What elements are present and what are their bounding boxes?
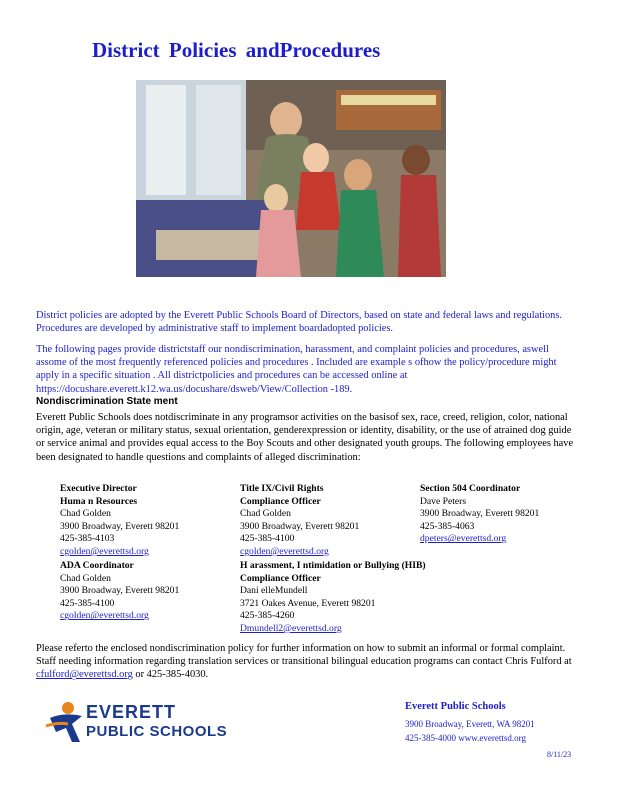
contact-title: H arassment, I ntimidation or Bullying (HIB) — [240, 560, 426, 571]
contact-email-link[interactable]: dpeters@everettsd.org — [420, 533, 507, 545]
contact-phone: 425-385-4100 — [240, 533, 295, 545]
contact-title: ADA Coordinator — [60, 560, 134, 571]
nondiscrimination-statement: Everett Public Schools does notdiscriminate in any programsor activities on the basisof sex, race, creed, religion, color, national origin, age, veteran or military status, sexual orientation, genderexpression or identity, disability, or the use of atrained dog guide or service animal and provides equal access to the Boy Scouts and other designated youth groups. The following employees have been designated to handle questions and complaints of alleged discrimination: — [36, 412, 574, 463]
contact-subtitle: Compliance Officer — [240, 495, 321, 507]
contact-name: Chad Golden — [240, 508, 291, 520]
intro-paragraph-2-text: The following pages provide districtstaff our nondiscrimination, harassment, and complaint policies and procedures, aswell assome of the most frequently referenced policies and procedures . Included are example s ofhow the policy/procedure might apply in a specific situation . All districtpolicies and procedures can be accessed online at — [36, 344, 557, 382]
footer-name: Everett Public Schools — [405, 701, 506, 712]
contact-card-hib — [240, 560, 426, 636]
contact-card-ada — [60, 560, 179, 623]
contact-title: Executive Director — [60, 483, 137, 494]
contact-email-link[interactable]: cgolden@everettsd.org — [60, 610, 149, 622]
contact-title: Title IX/Civil Rights — [240, 483, 324, 494]
contact-phone: 425-385-4260 — [240, 610, 295, 622]
contact-phone: 425-385-4063 — [420, 520, 475, 532]
contact-card-title-ix — [240, 483, 359, 559]
contact-card-hr — [60, 483, 179, 559]
contact-name: Dave Peters — [420, 495, 467, 507]
nondiscrimination-heading: Nondiscrimination State ment — [36, 396, 178, 407]
contact-card-section-504 — [420, 483, 539, 546]
contact-address: 3900 Broadway, Everett 98201 — [420, 508, 540, 520]
fulford-email-link[interactable]: cfulford@everettsd.org — [36, 669, 133, 681]
contact-email-link[interactable]: cgolden@everettsd.org — [240, 545, 329, 557]
document-date: 8/11/23 — [547, 750, 572, 759]
closing-text: Please referto the enclosed nondiscrimination policy for further information on how to submit an informal or formal complaint. Staff needing information regarding translation services or transitional bilingual education programs can contact Chris Fulford at — [36, 643, 572, 668]
logo-text-public-schools: PUBLIC SCHOOLS — [86, 723, 228, 740]
contact-subtitle: Huma n Resources — [60, 495, 138, 507]
footer-contact-block — [405, 700, 535, 745]
intro-paragraph-1: District policies are adopted by the Everett Public Schools Board of Directors, based on state and federal laws and regulations. Procedures are developed by administrative staff to implement boardadopted policies. — [36, 310, 563, 335]
contact-title: Section 504 Coordinator — [420, 483, 521, 494]
contact-address: 3900 Broadway, Everett 98201 — [240, 520, 360, 532]
contact-name: Dani elleMundell — [240, 585, 308, 597]
contact-subtitle: Compliance Officer — [240, 572, 321, 584]
classroom-photo — [136, 80, 446, 277]
contact-address: 3900 Broadway, Everett 98201 — [60, 520, 180, 532]
contact-name: Chad Golden — [60, 572, 111, 584]
contact-phone: 425-385-4103 — [60, 533, 115, 545]
contact-address: 3900 Broadway, Everett 98201 — [60, 585, 180, 597]
contact-email-link[interactable]: Dmundell2@everettsd.org — [240, 622, 342, 634]
intro-paragraph-2: The following pages provide districtstaff our nondiscrimination, harassment, and complaint policies and procedures, aswell assome of the most frequently referenced policies and procedures . Included are example s ofhow the policy/procedure might apply in a specific situation . All districtpolicies and procedures can be accessed online at https://docushare.everett.k12.wa.us/docushare/dsweb/View/Collection -189. — [36, 344, 557, 395]
closing-phone-text: or 425-385-4030. — [132, 669, 209, 681]
contact-phone: 425-385-4100 — [60, 597, 115, 609]
docushare-link[interactable]: https://docushare.everett.k12.wa.us/docushare/dsweb/View/Collection -189 — [36, 383, 350, 395]
contact-name: Chad Golden — [60, 508, 111, 520]
footer-address: 3900 Broadway, Everett, WA 98201 — [405, 719, 535, 729]
logo-text-everett: EVERETT — [86, 702, 177, 722]
contact-email-link[interactable]: cgolden@everettsd.org — [60, 545, 149, 557]
footer-contact: 425-385-4000 www.everettsd.org — [405, 733, 526, 743]
contact-address: 3721 Oakes Avenue, Everett 98201 — [240, 597, 376, 609]
page-title: District Policies andProcedures — [92, 38, 381, 62]
closing-paragraph — [36, 642, 576, 682]
